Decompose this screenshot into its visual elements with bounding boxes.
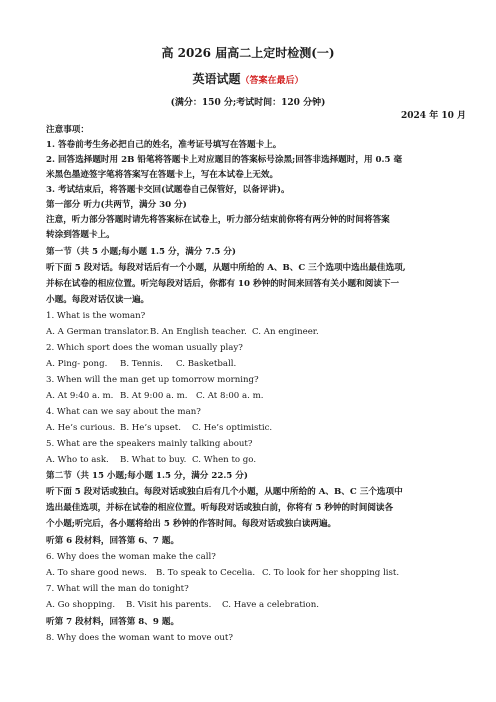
- question-1: 1. What is the woman?: [46, 311, 146, 321]
- part1-intro-a: 注意，听力部分答题时请先将答案标在试卷上，听力部分结束前你将有两分钟的时间将答案: [46, 215, 390, 225]
- question-3: 3. When will the man get up tomorrow morning?: [46, 375, 259, 385]
- option-b: B. What to buy.: [120, 455, 187, 465]
- section1-dir-b: 并标在试卷的相应位置。听完每段对话后，你都有 10 秒钟的时间来回答有关小题和阅读下一: [46, 279, 400, 289]
- option-b: B. To speak to Cecelia.: [156, 568, 256, 578]
- question-5: 5. What are the speakers mainly talking about?: [46, 439, 253, 449]
- option-b: B. At 9:00 a. m.: [120, 391, 188, 401]
- options-3: [46, 389, 452, 404]
- question-6: 6. Why does the woman make the call?: [46, 552, 216, 562]
- subject-title: 英语试题: [192, 72, 241, 86]
- option-a: A. He’s curious.: [46, 423, 116, 433]
- question-8: 8. Why does the woman want to move out?: [46, 633, 233, 643]
- answer-note: （答案在最后）: [240, 76, 304, 86]
- notice-item-3: 3. 考试结束后，将答题卡交回(试题卷自己保管好，以备评讲)。: [46, 185, 290, 195]
- notice-item-1: 1. 答卷前考生务必把自己的姓名，准考证号填写在答题卡上。: [46, 140, 282, 150]
- score-time: (满分：150 分;考试时间：120 分钟): [170, 98, 326, 108]
- option-c: C. To look for her shopping list.: [262, 568, 400, 578]
- option-b: B. Tennis.: [120, 359, 163, 369]
- section2-dir-c: 个小题;听完后，各小题将给出 5 秒钟的作答时间。每段对话或独白读两遍。: [46, 519, 337, 529]
- option-c: C. He’s optimistic.: [192, 423, 273, 433]
- option-b: B. Visit his parents.: [126, 600, 212, 610]
- section2-dir-a: 听下面 5 段对话或独白。每段对话或独白后有几个小题，从题中所给的 A、B、C 三个选项中: [46, 487, 403, 497]
- notice-item-2b: 米黑色墨迹签字笔将答案写在答题卡上，写在本试卷上无效。: [46, 170, 279, 180]
- options-4: [46, 421, 452, 436]
- notice-heading: 注意事项：: [46, 125, 89, 135]
- material-7-heading: 听第 7 段材料，回答第 8、9 题。: [46, 617, 180, 627]
- question-4: 4. What can we say about the man?: [46, 407, 201, 417]
- exam-date: 2024 年 10 月: [401, 111, 466, 121]
- option-a: A. A German translator.: [46, 327, 150, 337]
- section2-dir-b: 选出最佳选项，并标在试卷的相应位置。听每段对话或独白前，你将有 5 秒钟的时间阅读各: [46, 503, 394, 513]
- exam-subtitle: [0, 70, 496, 87]
- part1-intro-b: 转涂到答题卡上。: [46, 230, 115, 240]
- option-b: B. An English teacher.: [150, 327, 247, 337]
- option-b: B. He’s upset.: [120, 423, 181, 433]
- exam-title: 高 2026 届高二上定时检测(一): [161, 46, 335, 60]
- section1-dir-a: 听下面 5 段对话。每段对话后有一个小题，从题中所给的 A、B、C 三个选项中选出最佳选项,: [46, 263, 406, 273]
- option-c: C. At 8:00 a. m.: [196, 391, 264, 401]
- question-7: 7. What will the man do tonight?: [46, 584, 189, 594]
- section2-heading: 第二节（共 15 小题;每小题 1.5 分，满分 22.5 分): [46, 471, 248, 481]
- option-c: C. An engineer.: [252, 327, 319, 337]
- option-a: A. Go shopping.: [46, 600, 116, 610]
- option-a: A. Ping- pong.: [46, 359, 108, 369]
- option-c: C. Have a celebration.: [222, 600, 319, 610]
- option-a: A. At 9:40 a. m.: [46, 391, 114, 401]
- option-c: C. Basketball.: [176, 359, 237, 369]
- material-6-heading: 听第 6 段材料，回答第 6、7 题。: [46, 536, 180, 546]
- options-2: [46, 357, 452, 372]
- options-1: [46, 325, 452, 340]
- notice-item-2a: 2. 回答选择题时用 2B 铅笔将答题卡上对应题目的答案标号涂黑;回答非选择题时，用 0.5 毫: [46, 155, 403, 165]
- option-a: A. To share good news.: [46, 568, 147, 578]
- section1-dir-c: 小题。每段对话仅读一遍。: [46, 295, 150, 305]
- question-2: 2. Which sport does the woman usually play?: [46, 343, 243, 353]
- options-7: [46, 598, 452, 613]
- options-6: [46, 566, 452, 581]
- section1-heading: 第一节（共 5 小题;每小题 1.5 分，满分 7.5 分): [46, 247, 236, 257]
- part1-heading: 第一部分 听力(共两节，满分 30 分): [46, 200, 187, 210]
- options-5: [46, 453, 452, 468]
- option-a: A. Who to ask.: [46, 455, 109, 465]
- option-c: C. When to go.: [192, 455, 257, 465]
